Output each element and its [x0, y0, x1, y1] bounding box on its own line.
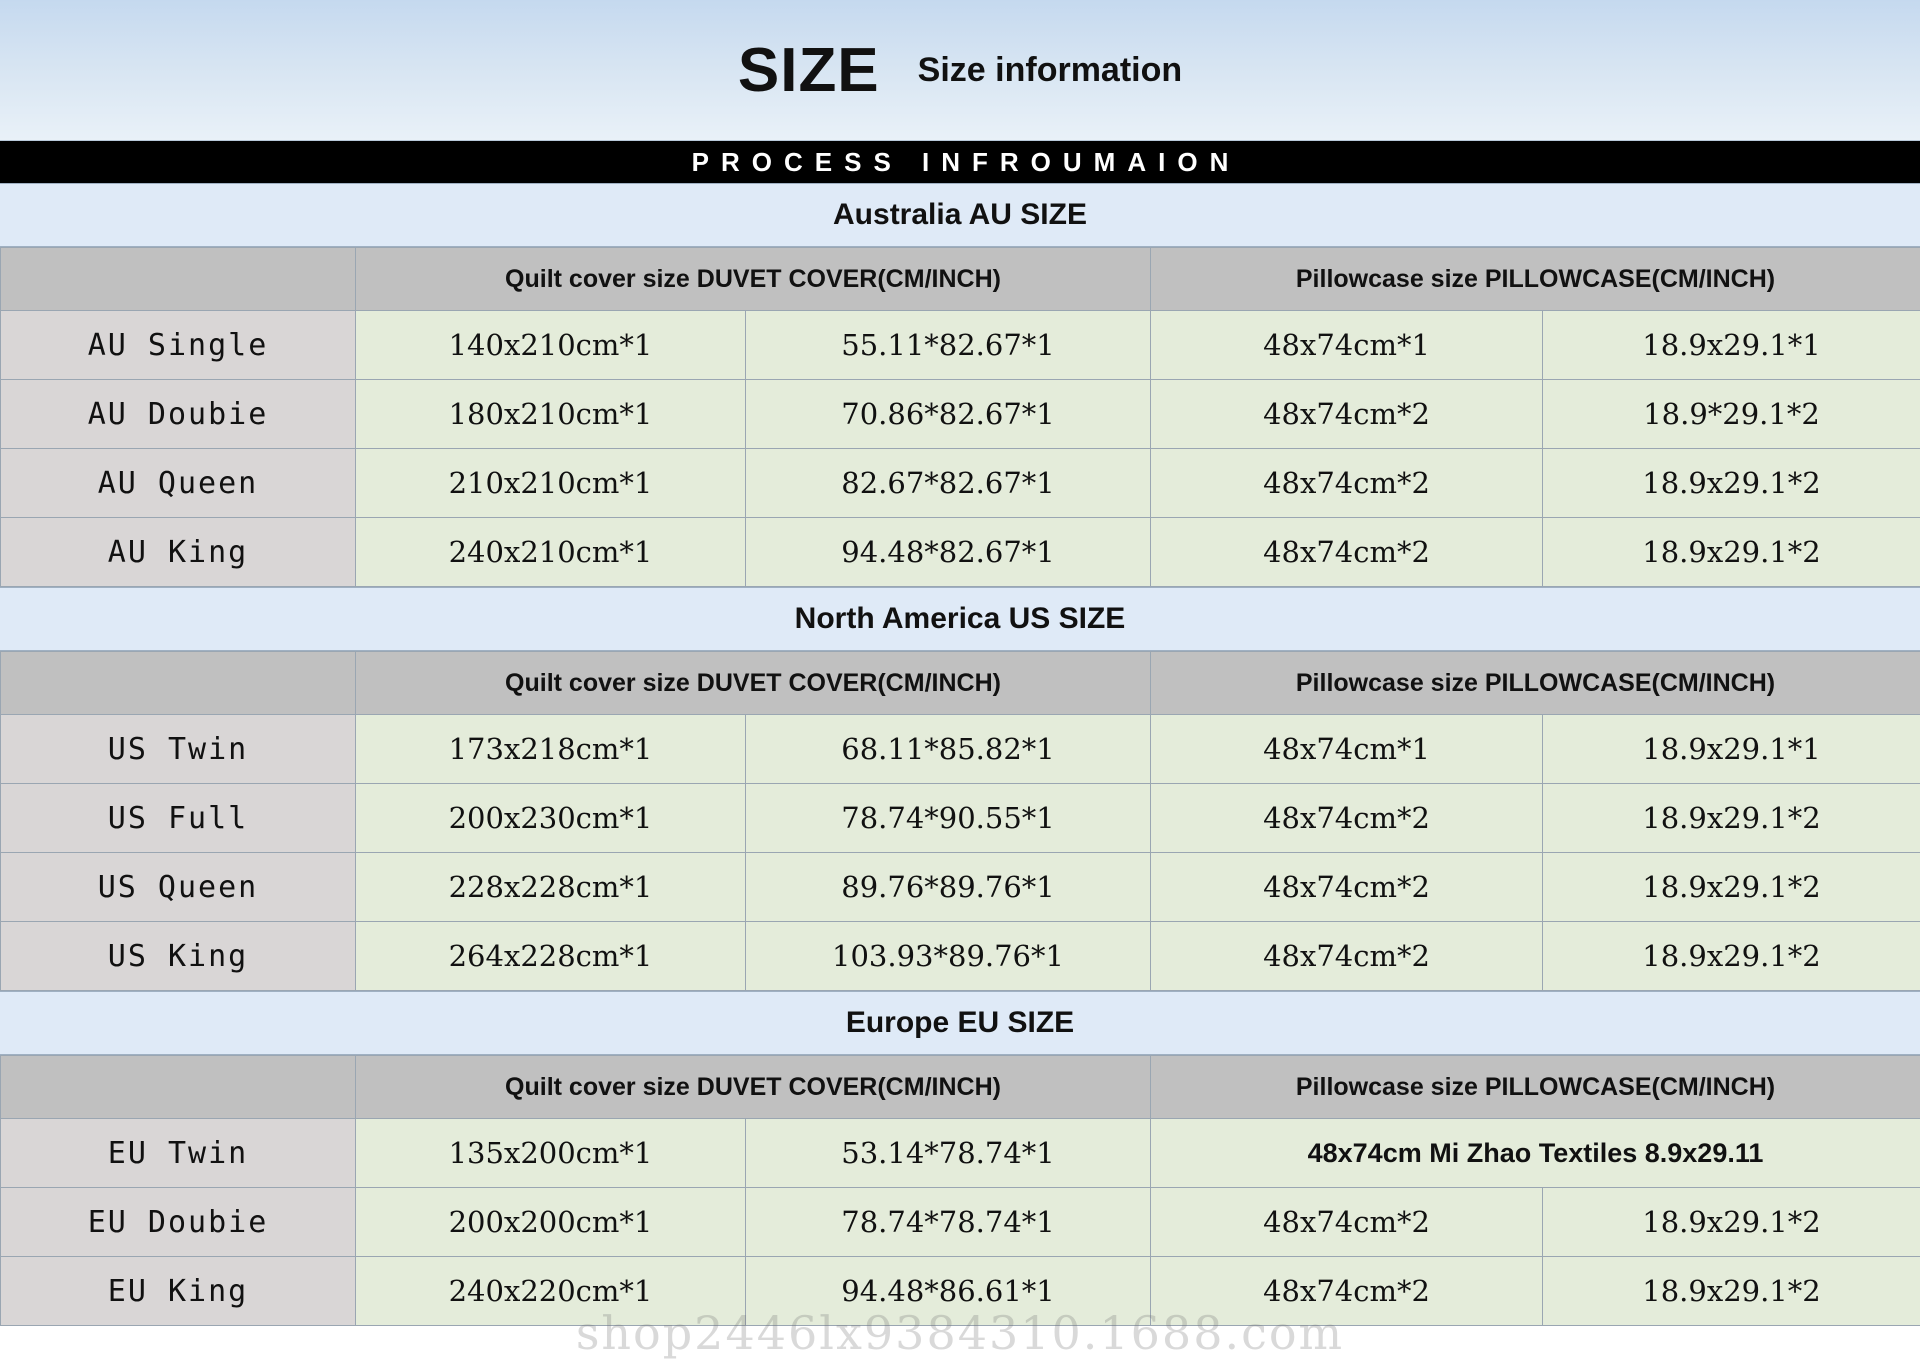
duvet-cm-value: 228x228cm*1 [356, 853, 746, 922]
row-label: AU Queen [1, 449, 356, 518]
duvet-cm-value: 240x220cm*1 [356, 1257, 746, 1326]
pillow-inch-value: 18.9x29.1*2 [1543, 922, 1920, 991]
watermark-text: shop2446lx9384310.1688.com [575, 1306, 1345, 1360]
column-header-blank [1, 1056, 356, 1119]
row-label: AU Doubie [1, 380, 356, 449]
process-info-bar: PROCESS INFROUMAION [0, 141, 1920, 183]
pillow-cm-value: 48x74cm*2 [1151, 518, 1543, 587]
duvet-cm-value: 200x230cm*1 [356, 784, 746, 853]
duvet-inch-value: 89.76*89.76*1 [746, 853, 1151, 922]
row-label: US Full [1, 784, 356, 853]
duvet-inch-value: 68.11*85.82*1 [746, 715, 1151, 784]
duvet-cm-value: 264x228cm*1 [356, 922, 746, 991]
column-header-duvet: Quilt cover size DUVET COVER(CM/INCH) [356, 248, 1151, 311]
page-header [0, 0, 1920, 141]
pillow-cm-value: 48x74cm*2 [1151, 1188, 1543, 1257]
duvet-inch-value: 103.93*89.76*1 [746, 922, 1151, 991]
section-title-eu: Europe EU SIZE [0, 991, 1920, 1055]
row-label: US King [1, 922, 356, 991]
page-title: SIZE [737, 35, 880, 105]
duvet-inch-value: 70.86*82.67*1 [746, 380, 1151, 449]
table-row [1, 922, 1920, 991]
table-row [1, 518, 1920, 587]
pillow-cm-value: 48x74cm*2 [1151, 853, 1543, 922]
pillow-inch-value: 18.9x29.1*2 [1543, 518, 1920, 587]
table-row [1, 449, 1920, 518]
duvet-cm-value: 135x200cm*1 [356, 1119, 746, 1188]
pillow-cm-value: 48x74cm*1 [1151, 311, 1543, 380]
column-header-blank [1, 248, 356, 311]
pillow-cm-value: 48x74cm*2 [1151, 380, 1543, 449]
column-header-pillowcase: Pillowcase size PILLOWCASE(CM/INCH) [1151, 248, 1920, 311]
pillow-inch-value: 18.9x29.1*1 [1543, 715, 1920, 784]
row-label: US Queen [1, 853, 356, 922]
pillow-inch-value: 18.9*29.1*2 [1543, 380, 1920, 449]
table-row [1, 1119, 1920, 1188]
row-label: EU Doubie [1, 1188, 356, 1257]
duvet-inch-value: 55.11*82.67*1 [746, 311, 1151, 380]
duvet-cm-value: 200x200cm*1 [356, 1188, 746, 1257]
size-table-eu [0, 1055, 1920, 1326]
pillow-inch-value: 18.9x29.1*2 [1543, 1188, 1920, 1257]
duvet-cm-value: 140x210cm*1 [356, 311, 746, 380]
duvet-inch-value: 78.74*90.55*1 [746, 784, 1151, 853]
pillow-cm-value: 48x74cm*2 [1151, 449, 1543, 518]
page-subtitle: Size information [917, 50, 1183, 89]
pillow-cm-value: 48x74cm*1 [1151, 715, 1543, 784]
duvet-cm-value: 173x218cm*1 [356, 715, 746, 784]
pillow-merged-value: 48x74cm Mi Zhao Textiles 8.9x29.11 [1151, 1119, 1920, 1188]
section-title-au: Australia AU SIZE [0, 183, 1920, 247]
row-label: AU Single [1, 311, 356, 380]
table-header-row [1, 652, 1920, 715]
pillow-inch-value: 18.9x29.1*2 [1543, 853, 1920, 922]
pillow-inch-value: 18.9x29.1*2 [1543, 449, 1920, 518]
duvet-cm-value: 180x210cm*1 [356, 380, 746, 449]
column-header-pillowcase: Pillowcase size PILLOWCASE(CM/INCH) [1151, 1056, 1920, 1119]
row-label: EU Twin [1, 1119, 356, 1188]
size-table-au [0, 247, 1920, 587]
row-label: US Twin [1, 715, 356, 784]
duvet-inch-value: 94.48*86.61*1 [746, 1257, 1151, 1326]
table-row [1, 853, 1920, 922]
table-row [1, 1257, 1920, 1326]
pillow-inch-value: 18.9x29.1*2 [1543, 784, 1920, 853]
table-row [1, 784, 1920, 853]
table-header-row [1, 1056, 1920, 1119]
pillow-inch-value: 18.9x29.1*2 [1543, 1257, 1920, 1326]
duvet-inch-value: 53.14*78.74*1 [746, 1119, 1151, 1188]
table-row [1, 1188, 1920, 1257]
row-label: EU King [1, 1257, 356, 1326]
table-row [1, 380, 1920, 449]
column-header-duvet: Quilt cover size DUVET COVER(CM/INCH) [356, 652, 1151, 715]
pillow-inch-value: 18.9x29.1*1 [1543, 311, 1920, 380]
table-row [1, 715, 1920, 784]
column-header-duvet: Quilt cover size DUVET COVER(CM/INCH) [356, 1056, 1151, 1119]
section-title-us: North America US SIZE [0, 587, 1920, 651]
column-header-blank [1, 652, 356, 715]
duvet-cm-value: 240x210cm*1 [356, 518, 746, 587]
table-header-row [1, 248, 1920, 311]
pillow-cm-value: 48x74cm*2 [1151, 1257, 1543, 1326]
column-header-pillowcase: Pillowcase size PILLOWCASE(CM/INCH) [1151, 652, 1920, 715]
duvet-cm-value: 210x210cm*1 [356, 449, 746, 518]
table-row [1, 311, 1920, 380]
duvet-inch-value: 78.74*78.74*1 [746, 1188, 1151, 1257]
duvet-inch-value: 82.67*82.67*1 [746, 449, 1151, 518]
size-table-us [0, 651, 1920, 991]
duvet-inch-value: 94.48*82.67*1 [746, 518, 1151, 587]
row-label: AU King [1, 518, 356, 587]
pillow-cm-value: 48x74cm*2 [1151, 784, 1543, 853]
pillow-cm-value: 48x74cm*2 [1151, 922, 1543, 991]
